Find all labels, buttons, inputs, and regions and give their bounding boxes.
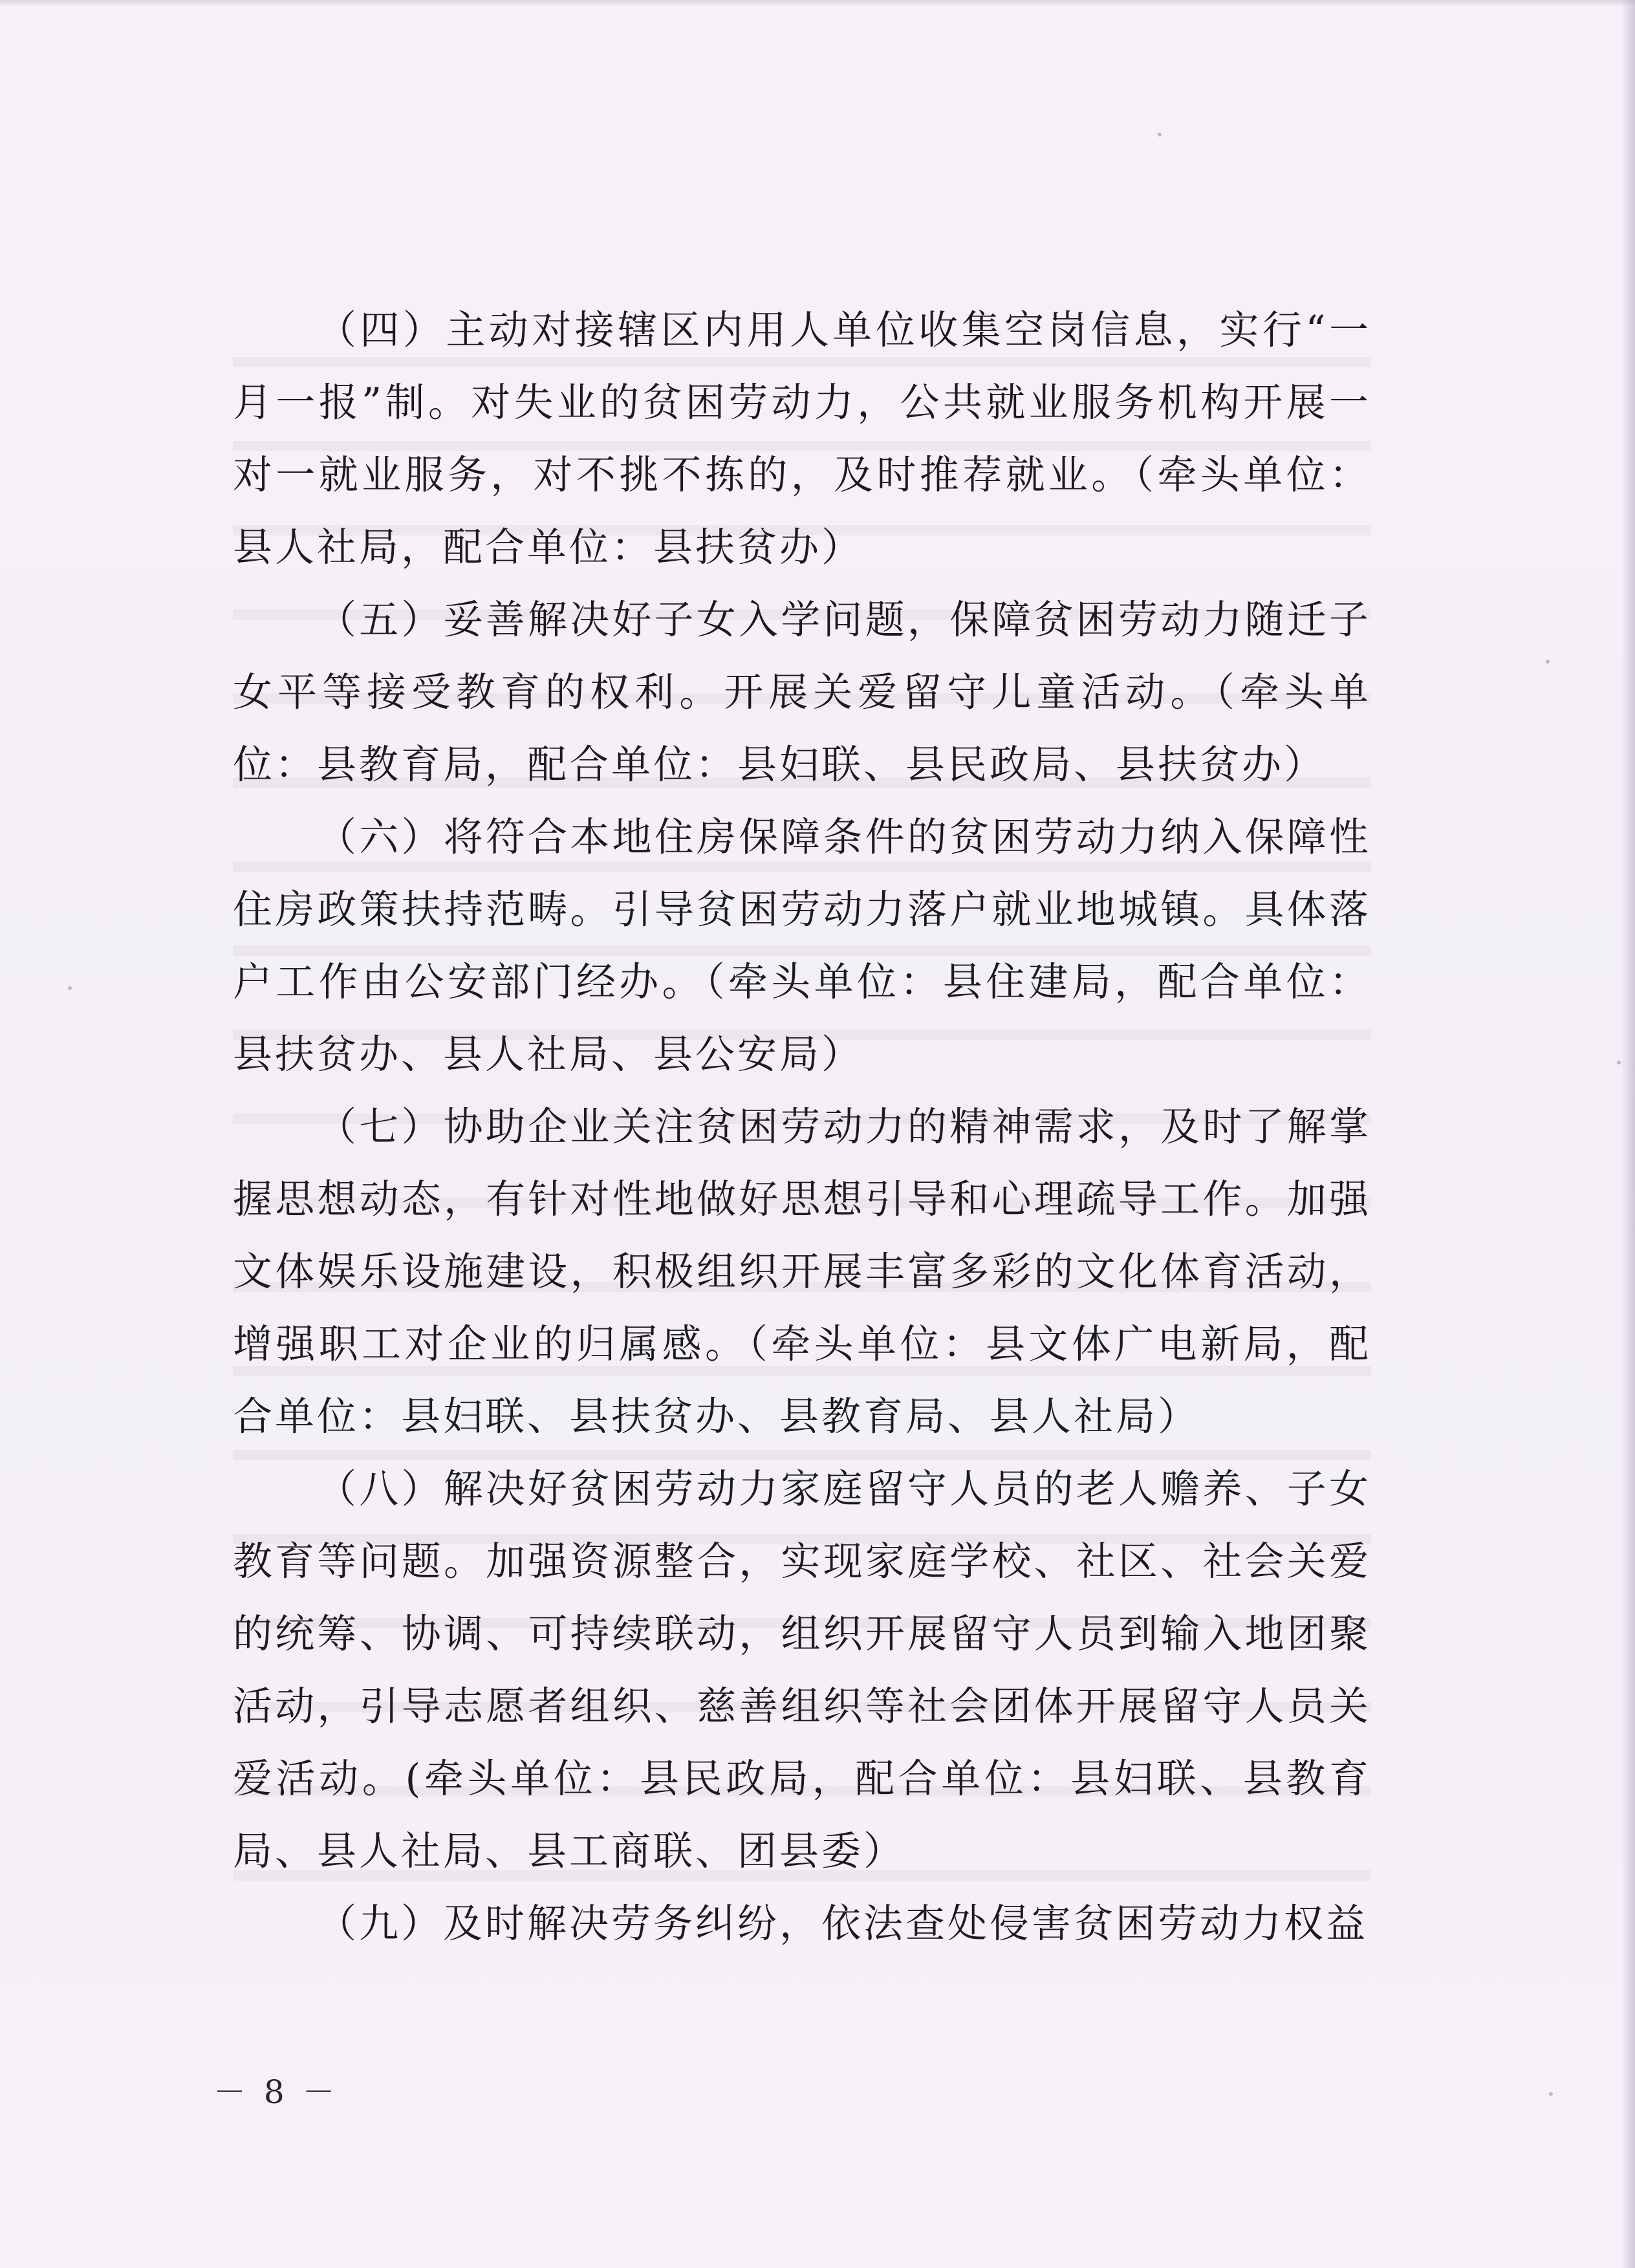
page-right-edge-shadow [1621, 0, 1635, 2268]
paragraph-item-9: （九）及时解决劳务纠纷，依法查处侵害贫困劳动力权益 [317, 1901, 1369, 1947]
paragraph-item-5: （五）妥善解决好子女入学问题，保障贫困劳动力随迁子女平等接受教育的权利。开展关爱留守儿童活动。（牵头单位：县教育局，配合单位：县妇联、县民政局、县扶贫办） [233, 597, 1371, 788]
scan-speck [1158, 133, 1162, 136]
paragraph-item-6: （六）将符合本地住房保障条件的贫困劳动力纳入保障性住房政策扶持范畴。引导贫困劳动力落户就业地城镇。具体落户工作由公安部门经办。（牵头单位：县住建局，配合单位：县扶贫办、县人社局、县公安局） [233, 814, 1371, 1077]
paragraph-item-7: （七）协助企业关注贫困劳动力的精神需求，及时了解掌握思想动态，有针对性地做好思想引导和心理疏导工作。加强文体娱乐设施建设，积极组织开展丰富多彩的文化体育活动，增强职工对企业的归属感。（牵头单位：县文体广电新局，配合单位：县妇联、县扶贫办、县教育局、县人社局） [233, 1104, 1371, 1440]
scan-speck [1546, 660, 1550, 664]
page-top-edge-shadow [0, 0, 1635, 6]
page-number: － 8 － [213, 2073, 339, 2111]
paragraph-item-4: （四）主动对接辖区内用人单位收集空岗信息，实行“一月一报”制。对失业的贫困劳动力，公共就业服务机构开展一对一就业服务，对不挑不拣的，及时推荐就业。（牵头单位：县人社局，配合单位：县扶贫办） [233, 307, 1371, 570]
document-body [233, 294, 1371, 1960]
scan-speck [1617, 1061, 1621, 1064]
scan-speck [68, 986, 72, 990]
paragraph-item-8: （八）解决好贫困劳动力家庭留守人员的老人赡养、子女教育等问题。加强资源整合，实现家庭学校、社区、社会关爱的统筹、协调、可持续联动，组织开展留守人员到输入地团聚活动，引导志愿者组织、慈善组织等社会团体开展留守人员关爱活动。(牵头单位：县民政局，配合单位：县妇联、县教育局、县人社局、县工商联、团县委） [233, 1466, 1371, 1874]
scan-speck [1549, 2092, 1553, 2096]
